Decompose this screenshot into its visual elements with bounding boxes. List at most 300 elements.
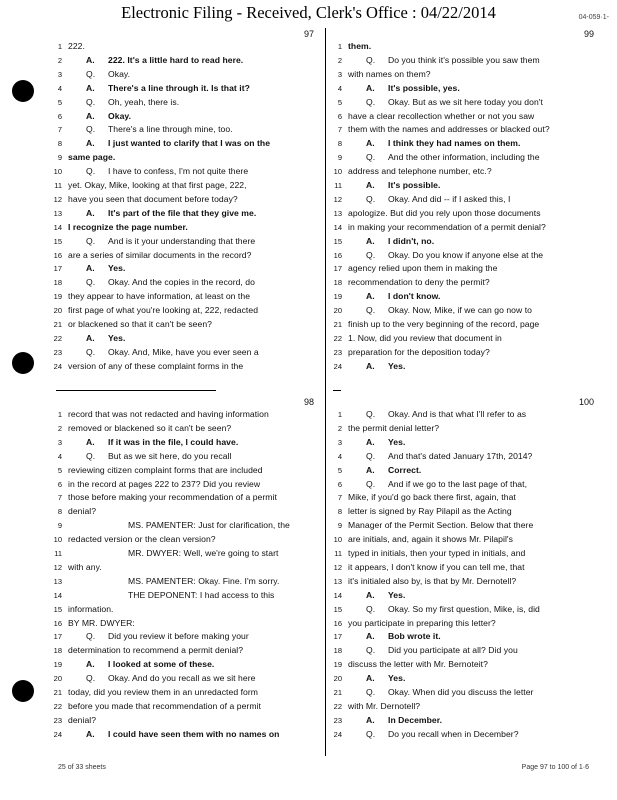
line-number: 4	[57, 451, 62, 461]
transcript-line	[50, 110, 325, 124]
line-text: have a clear recollection whether or not you saw	[348, 110, 535, 121]
line-number: 14	[333, 222, 342, 232]
line-text: Do you think it's possible you saw them	[388, 54, 540, 65]
transcript-line	[330, 68, 605, 82]
transcript-line	[330, 422, 605, 436]
line-text: 222.	[68, 41, 85, 51]
transcript-line	[330, 464, 605, 478]
line-text: Okay. But as we sit here today you don't	[388, 96, 543, 107]
transcript-line	[330, 658, 605, 672]
line-text: 1. Now, did you review that document in	[348, 332, 502, 343]
speaker-label: A.	[366, 631, 375, 642]
speaker-label: Q.	[86, 450, 96, 461]
line-number: 17	[333, 632, 342, 642]
line-text: them with the names and addresses or blacked out?	[348, 124, 550, 135]
line-number: 20	[333, 674, 342, 684]
transcript-page-100	[330, 396, 600, 741]
line-text: have you seen that document before today?	[68, 193, 238, 204]
transcript-line	[50, 575, 325, 589]
line-number: 3	[337, 437, 342, 447]
line-text: I looked at some of these.	[108, 659, 215, 670]
line-number: 17	[53, 264, 62, 274]
line-number: 16	[333, 618, 342, 628]
line-number: 21	[53, 688, 62, 697]
transcript-line	[50, 68, 325, 82]
line-text: If it was in the file, I could have.	[108, 436, 239, 447]
line-text: are a series of similar documents in the record?	[68, 249, 252, 260]
transcript-line	[50, 658, 325, 672]
line-number: 12	[53, 194, 62, 204]
line-text: Bob wrote it.	[388, 631, 441, 642]
line-number: 2	[337, 423, 342, 433]
line-text: Mike, if you'd go back there first, again, that	[348, 492, 516, 503]
footer-sheet-count: 25 of 33 sheets	[58, 764, 106, 771]
transcript-line	[330, 332, 605, 346]
speaker-label: A.	[366, 436, 375, 447]
line-number: 12	[53, 562, 62, 572]
line-text: determination to recommend a permit denial?	[68, 645, 244, 656]
transcript-line	[50, 728, 325, 742]
line-number: 3	[337, 69, 342, 79]
transcript-line	[330, 304, 605, 318]
speaker-label: A.	[86, 332, 95, 343]
line-number: 12	[333, 194, 342, 204]
transcript-line	[330, 235, 605, 249]
transcript-line	[330, 221, 605, 235]
transcript-line	[50, 644, 325, 658]
line-number: 16	[333, 250, 342, 260]
line-text: reviewing citizen complaint forms that are included	[68, 464, 263, 475]
line-number: 15	[333, 604, 342, 614]
line-number: 4	[57, 83, 62, 93]
speaker-label: Q.	[366, 478, 376, 489]
line-text: they appear to have information, at least on the	[68, 291, 251, 302]
line-text: BY MR. DWYER:	[68, 617, 135, 628]
speaker-label: A.	[86, 138, 95, 149]
line-text: yet. Okay, Mike, looking at that first page, 222,	[68, 180, 247, 190]
line-text: I don't know.	[388, 291, 441, 302]
transcript-line	[50, 221, 325, 235]
line-text: the permit denial letter?	[348, 422, 440, 433]
line-text: Yes.	[388, 673, 406, 684]
transcript-line	[50, 332, 325, 346]
transcript-line	[330, 575, 605, 589]
transcript-line	[330, 714, 605, 728]
line-text: today, did you review them in an unredacted form	[68, 687, 258, 697]
line-number: 19	[53, 660, 62, 670]
line-text: with names on them?	[348, 68, 431, 79]
line-text: It's possible, yes.	[388, 82, 460, 93]
line-text: Did you participate at all? Did you	[388, 645, 518, 656]
page-number: 98	[303, 397, 314, 407]
line-text: it's initialed also by, is that by Mr. Dernotell?	[348, 575, 517, 586]
line-text: address and telephone number, etc.?	[348, 166, 492, 177]
page-number: 100	[578, 397, 594, 407]
transcript-line	[330, 123, 605, 137]
line-number: 24	[53, 361, 62, 371]
transcript-line	[50, 672, 325, 686]
line-text: are initials, and, again it shows Mr. Pilapil's	[348, 534, 513, 545]
line-number: 9	[337, 153, 342, 163]
transcript-line	[50, 630, 325, 644]
line-text: Correct.	[388, 464, 422, 475]
transcript-line	[330, 137, 605, 151]
transcript-line	[50, 290, 325, 304]
line-number: 18	[333, 646, 342, 656]
transcript-line	[330, 644, 605, 658]
line-text: those before making your recommendation of a permit	[68, 492, 277, 503]
transcript-page-97	[50, 28, 320, 373]
speaker-label: A.	[366, 464, 375, 475]
line-number: 10	[53, 167, 62, 177]
line-number: 2	[57, 423, 62, 433]
footer-page-range: Page 97 to 100 of 1·6	[521, 764, 589, 771]
line-number: 9	[337, 521, 342, 531]
line-number: 15	[53, 604, 62, 614]
transcript-line	[50, 40, 325, 54]
line-text: in the record at pages 222 to 237? Did you review	[68, 478, 261, 489]
speaker-label: A.	[366, 235, 375, 246]
line-number: 19	[333, 660, 342, 670]
line-number: 7	[57, 125, 62, 135]
transcript-line	[50, 700, 325, 714]
speaker-label: Q.	[366, 645, 376, 656]
line-number: 10	[53, 535, 62, 545]
speaker-label: Q.	[86, 96, 96, 107]
line-text: before you made that recommendation of a permit	[68, 700, 261, 711]
speaker-label: Q.	[366, 193, 376, 204]
line-number: 7	[337, 125, 342, 135]
line-number: 13	[333, 576, 342, 586]
line-number: 17	[333, 264, 342, 274]
line-text: typed in initials, then your typed in initials, and	[348, 548, 526, 558]
speaker-label: Q.	[86, 277, 96, 288]
transcript-line	[50, 714, 325, 728]
transcript-line	[50, 464, 325, 478]
line-number: 4	[337, 83, 342, 93]
speaker-label: A.	[86, 207, 95, 218]
transcript-line	[50, 533, 325, 547]
speaker-label: Q.	[366, 450, 376, 461]
transcript-line	[50, 151, 325, 165]
line-text: redacted version or the clean version?	[68, 534, 216, 545]
speaker-label: Q.	[86, 124, 96, 135]
page-divider-right	[333, 390, 341, 391]
speaker-label: Q.	[366, 687, 376, 697]
line-text: I have to confess, I'm not quite there	[108, 166, 249, 177]
speaker-label: Q.	[366, 54, 376, 65]
line-number: 19	[333, 292, 342, 302]
line-number: 6	[57, 111, 62, 121]
line-number: 18	[53, 278, 62, 288]
transcript-line	[50, 617, 325, 631]
transcript-line	[50, 346, 325, 360]
transcript-line	[330, 165, 605, 179]
transcript-page-99	[330, 28, 600, 373]
transcript-line	[50, 235, 325, 249]
transcript-line	[50, 193, 325, 207]
transcript-line	[50, 478, 325, 492]
transcript-line	[50, 304, 325, 318]
line-number: 13	[53, 208, 62, 218]
transcript-line	[330, 700, 605, 714]
transcript-line	[50, 450, 325, 464]
line-number: 22	[53, 333, 62, 343]
speaker-label: A.	[366, 180, 375, 190]
punch-hole-icon	[12, 680, 34, 702]
line-number: 21	[333, 688, 342, 697]
transcript-line	[50, 262, 325, 276]
transcript-line	[330, 728, 605, 742]
line-text: I just wanted to clarify that I was on the	[108, 138, 271, 149]
transcript-line	[330, 672, 605, 686]
transcript-line	[50, 547, 325, 561]
column-divider	[325, 28, 326, 756]
speaker-label: A.	[366, 138, 375, 149]
speaker-label: A.	[86, 110, 95, 121]
transcript-line	[330, 207, 605, 221]
transcript-line	[330, 82, 605, 96]
line-number: 24	[333, 729, 342, 739]
line-number: 4	[337, 451, 342, 461]
punch-hole-icon	[12, 80, 34, 102]
line-number: 11	[54, 181, 62, 190]
line-text: In December.	[388, 714, 443, 725]
line-number: 13	[53, 576, 62, 586]
line-text: Do you recall when in December?	[388, 728, 519, 739]
transcript-line	[330, 547, 605, 561]
line-number: 6	[337, 479, 342, 489]
line-number: 12	[333, 562, 342, 572]
line-text: Okay.	[108, 110, 132, 121]
line-text: It's possible.	[388, 180, 441, 190]
transcript-line	[330, 491, 605, 505]
line-number: 1	[57, 42, 62, 51]
line-number: 11	[334, 549, 342, 558]
line-text: And the other information, including the	[388, 152, 540, 163]
line-text: finish up to the very beginning of the record, page	[348, 319, 540, 329]
line-number: 19	[53, 292, 62, 302]
line-number: 22	[333, 333, 342, 343]
line-number: 8	[337, 139, 342, 149]
line-text: with any.	[68, 561, 102, 572]
line-number: 23	[333, 715, 342, 725]
transcript-line	[330, 450, 605, 464]
line-number: 6	[57, 479, 62, 489]
line-number: 13	[333, 208, 342, 218]
line-number: 8	[337, 507, 342, 517]
line-number: 24	[53, 729, 62, 739]
speaker-label: A.	[86, 659, 95, 670]
line-text: it appears, I don't know if you can tell me, that	[348, 561, 525, 572]
line-text: denial?	[68, 714, 97, 725]
speaker-label: A.	[366, 82, 375, 93]
line-text: Yes.	[388, 360, 406, 371]
line-text: And is it your understanding that there	[108, 235, 256, 246]
line-text: Manager of the Permit Section. Below that there	[348, 520, 534, 531]
line-number: 18	[333, 278, 342, 288]
transcript-line	[330, 519, 605, 533]
line-number: 20	[333, 306, 342, 316]
line-number: 17	[53, 632, 62, 642]
line-text: And that's dated January 17th, 2014?	[388, 450, 533, 461]
transcript-line	[50, 179, 325, 193]
transcript-line	[330, 617, 605, 631]
line-number: 10	[333, 167, 342, 177]
line-number: 18	[53, 646, 62, 656]
punch-hole-icon	[12, 352, 34, 374]
line-text: agency relied upon them in making the	[348, 263, 498, 274]
transcript-line	[330, 96, 605, 110]
transcript-line	[50, 249, 325, 263]
line-number: 6	[337, 111, 342, 121]
speaker-label: A.	[86, 436, 95, 447]
line-number: 21	[333, 320, 342, 329]
transcript-line	[330, 561, 605, 575]
line-number: 20	[53, 674, 62, 684]
transcript-line	[330, 408, 605, 422]
line-text: There's a line through it. Is that it?	[108, 82, 250, 93]
line-text: Oh, yeah, there is.	[108, 96, 180, 107]
speaker-label: Q.	[366, 249, 376, 260]
line-text: you participate in preparing this letter?	[348, 617, 496, 628]
line-text: THE DEPONENT: I had access to this	[128, 589, 275, 600]
line-text: And if we go to the last page of that,	[388, 478, 528, 489]
transcript-line	[50, 123, 325, 137]
page-divider-left	[56, 390, 216, 391]
line-text: MS. PAMENTER: Just for clarification, the	[128, 520, 290, 531]
transcript-line	[330, 360, 605, 374]
line-number: 24	[333, 361, 342, 371]
line-text: MR. DWYER: Well, we're going to start	[128, 548, 279, 558]
line-text: Okay. When did you discuss the letter	[388, 687, 534, 697]
speaker-label: A.	[366, 714, 375, 725]
transcript-line	[50, 165, 325, 179]
line-text: Okay. And, Mike, have you ever seen a	[108, 346, 259, 357]
transcript-line	[50, 519, 325, 533]
transcript-line	[50, 54, 325, 68]
line-number: 3	[57, 437, 62, 447]
transcript-line	[50, 96, 325, 110]
transcript-line	[330, 533, 605, 547]
line-number: 14	[333, 590, 342, 600]
speaker-label: A.	[86, 82, 95, 93]
line-number: 23	[53, 347, 62, 357]
transcript-line	[330, 318, 605, 332]
transcript-line	[330, 290, 605, 304]
line-text: discuss the letter with Mr. Bernoteit?	[348, 659, 488, 670]
transcript-line	[330, 478, 605, 492]
line-text: I didn't, no.	[388, 235, 435, 246]
document-number: 04-059·1-	[578, 14, 609, 21]
speaker-label: Q.	[366, 152, 376, 163]
line-text: I recognize the page number.	[68, 221, 188, 232]
transcript-line	[330, 40, 605, 54]
line-number: 15	[333, 236, 342, 246]
line-number: 1	[337, 42, 342, 51]
transcript-line	[330, 193, 605, 207]
line-text: them.	[348, 41, 372, 51]
transcript-line	[50, 686, 325, 700]
line-text: Yes.	[108, 332, 126, 343]
line-text: I think they had names on them.	[388, 138, 521, 149]
speaker-label: Q.	[86, 235, 96, 246]
line-text: There's a line through mine, too.	[108, 124, 233, 135]
line-number: 5	[337, 465, 342, 475]
line-number: 7	[57, 493, 62, 503]
transcript-line	[50, 505, 325, 519]
line-number: 3	[57, 69, 62, 79]
transcript-line	[330, 603, 605, 617]
line-number: 23	[333, 347, 342, 357]
line-number: 10	[333, 535, 342, 545]
line-number: 15	[53, 236, 62, 246]
line-number: 1	[337, 410, 342, 419]
page-number: 97	[303, 29, 314, 39]
transcript-line	[330, 54, 605, 68]
line-number: 20	[53, 306, 62, 316]
line-number: 11	[54, 549, 62, 558]
line-text: in making your recommendation of a permit denial?	[348, 221, 546, 232]
speaker-label: Q.	[366, 409, 376, 419]
line-number: 8	[57, 139, 62, 149]
line-text: It's part of the file that they give me.	[108, 207, 257, 218]
line-text: Yes.	[388, 436, 406, 447]
line-text: letter is signed by Ray Pilapil as the Acting	[348, 506, 512, 517]
line-number: 5	[337, 97, 342, 107]
transcript-line	[330, 436, 605, 450]
filing-stamp: Electronic Filing - Received, Clerk's Office : 04/22/2014	[121, 3, 496, 22]
line-text: Yes.	[388, 589, 406, 600]
transcript-line	[330, 276, 605, 290]
transcript-line	[50, 137, 325, 151]
line-text: Okay. And did -- if I asked this, I	[388, 193, 511, 204]
line-text: preparation for the deposition today?	[348, 346, 490, 357]
line-text: recommendation to deny the permit?	[348, 277, 490, 288]
line-text: with Mr. Dernotell?	[348, 700, 421, 711]
line-text: denial?	[68, 506, 97, 517]
transcript-line	[50, 436, 325, 450]
line-number: 9	[57, 153, 62, 163]
transcript-line	[330, 110, 605, 124]
transcript-line	[330, 262, 605, 276]
speaker-label: Q.	[366, 728, 376, 739]
speaker-label: Q.	[86, 68, 96, 79]
line-number: 8	[57, 507, 62, 517]
transcript-line	[50, 561, 325, 575]
line-number: 23	[53, 715, 62, 725]
speaker-label: Q.	[366, 603, 376, 614]
transcript-line	[330, 630, 605, 644]
line-text: Yes.	[108, 263, 126, 274]
line-text: Okay. Now, Mike, if we can go now to	[388, 305, 532, 316]
line-text: Did you review it before making your	[108, 631, 249, 642]
transcript-line	[50, 360, 325, 374]
transcript-line	[330, 686, 605, 700]
line-text: or blackened so that it can't be seen?	[68, 319, 212, 329]
line-text: But as we sit here, do you recall	[108, 450, 232, 461]
transcript-line	[330, 589, 605, 603]
line-text: Okay. Do you know if anyone else at the	[388, 249, 544, 260]
line-text: Okay. So my first question, Mike, is, did	[388, 603, 540, 614]
transcript-line	[330, 505, 605, 519]
speaker-label: A.	[366, 589, 375, 600]
line-number: 5	[57, 465, 62, 475]
transcript-line	[330, 151, 605, 165]
page-number: 99	[583, 29, 594, 39]
line-number: 5	[57, 97, 62, 107]
line-text: 222. It's a little hard to read here.	[108, 54, 244, 65]
